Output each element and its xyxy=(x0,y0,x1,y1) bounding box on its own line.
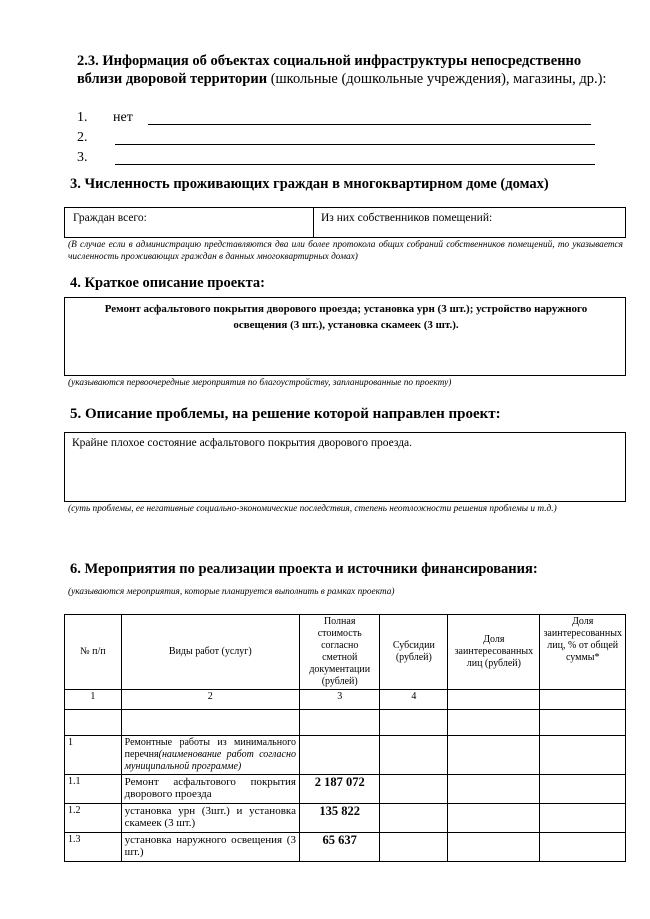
col-number-cell xyxy=(540,690,626,710)
cost-cell: 2 187 072 xyxy=(299,775,380,804)
problem-description-box xyxy=(64,432,626,502)
header-cell: Полная стоимость согласно сметной документации (рублей) xyxy=(299,615,380,690)
cost-cell xyxy=(299,736,380,775)
section-5-title: 5. Описание проблемы, на решение которой направлен проект: xyxy=(70,406,501,422)
project-description-text: Ремонт асфальтового покрытия дворового проезда; установка урн (3 шт.); устройство наружного освещения (3 шт.), установка скамеек (3 шт.). xyxy=(104,303,588,331)
fill-line-1 xyxy=(148,124,591,125)
table-header-row xyxy=(65,615,626,690)
section-3-note: (В случае если в администрацию представляются два или более протокола общих собраний собственников помещений, то указывается численность проживающих граждан в данных многоквартирных домах) xyxy=(68,240,623,262)
col-number-cell: 1 xyxy=(65,690,122,710)
row-number-cell: 1 xyxy=(65,736,122,775)
table-row xyxy=(65,833,626,862)
row-number-cell: 1.2 xyxy=(65,804,122,833)
fill-line-3 xyxy=(115,164,595,165)
project-description-box xyxy=(64,297,626,376)
financing-table xyxy=(64,614,626,862)
work-cell xyxy=(121,736,299,775)
table-row xyxy=(65,775,626,804)
table-row xyxy=(65,736,626,775)
col-number-cell: 3 xyxy=(299,690,380,710)
fill-line-2 xyxy=(115,144,595,145)
col-number-cell xyxy=(448,690,540,710)
item-number: 2. xyxy=(77,130,88,145)
row-number-cell: 1.3 xyxy=(65,833,122,862)
table-row xyxy=(65,690,626,710)
item-number: 1. xyxy=(77,110,88,125)
row-number-cell: 1.1 xyxy=(65,775,122,804)
col-number-cell: 2 xyxy=(121,690,299,710)
section-2-3-number: 2.3. xyxy=(77,53,99,69)
header-cell: Виды работ (услуг) xyxy=(121,615,299,690)
work-cell: Ремонт асфальтового покрытия дворового проезда xyxy=(121,775,299,804)
infrastructure-item-3 xyxy=(77,150,88,166)
work-cell: установка наружного освещения (3 шт.) xyxy=(121,833,299,862)
section-5-note: (суть проблемы, ее негативные социально-экономические последствия, степень неотложности решения проблемы и т.д.) xyxy=(68,504,557,514)
section-4-note: (указываются первоочередные мероприятия по благоустройству, запланированные по проекту) xyxy=(68,378,452,388)
table-row xyxy=(65,710,626,736)
section-3-title: 3. Численность проживающих граждан в многоквартирном доме (домах) xyxy=(70,176,549,192)
header-cell: Субсидии (рублей) xyxy=(380,615,448,690)
residents-table xyxy=(64,207,626,238)
infrastructure-item-2 xyxy=(77,130,88,146)
owners-label: Из них собственников помещений: xyxy=(321,212,493,224)
work-cell: установка урн (3шт.) и установка скамеек (3 шт.) xyxy=(121,804,299,833)
cost-cell: 135 822 xyxy=(299,804,380,833)
section-2-3-heading xyxy=(77,52,617,88)
item-text: нет xyxy=(113,110,133,125)
header-cell: Доля заинтересованных лиц, % от общей суммы* xyxy=(540,615,626,690)
residents-total-label: Граждан всего: xyxy=(73,212,147,224)
col-number-cell: 4 xyxy=(380,690,448,710)
section-6-title: 6. Мероприятия по реализации проекта и источники финансирования: xyxy=(70,561,538,577)
section-6-note: (указываются мероприятия, которые планируется выполнить в рамках проекта) xyxy=(68,587,395,597)
header-cell: № п/п xyxy=(65,615,122,690)
section-2-3-title: Информация об объектах социальной инфраструктуры непосредственно вблизи дворовой территории xyxy=(77,53,582,87)
problem-description-text: Крайне плохое состояние асфальтового покрытия дворового проезда. xyxy=(72,437,413,449)
section-2-3-title-rest: (школьные (дошкольные учреждения), магазины, др.): xyxy=(267,71,607,87)
work-italic-text: (наименование работ согласно муниципальной программе) xyxy=(124,749,296,772)
section-4-title: 4. Краткое описание проекта: xyxy=(70,275,265,291)
table-row xyxy=(65,804,626,833)
item-number: 3. xyxy=(77,150,88,165)
work-plain-text: Ремонтные работы из минимального перечня xyxy=(124,737,296,760)
infrastructure-item-1 xyxy=(77,110,133,126)
residents-total-cell xyxy=(65,208,314,237)
header-cell: Доля заинтересованных лиц (рублей) xyxy=(448,615,540,690)
cost-cell: 65 637 xyxy=(299,833,380,862)
